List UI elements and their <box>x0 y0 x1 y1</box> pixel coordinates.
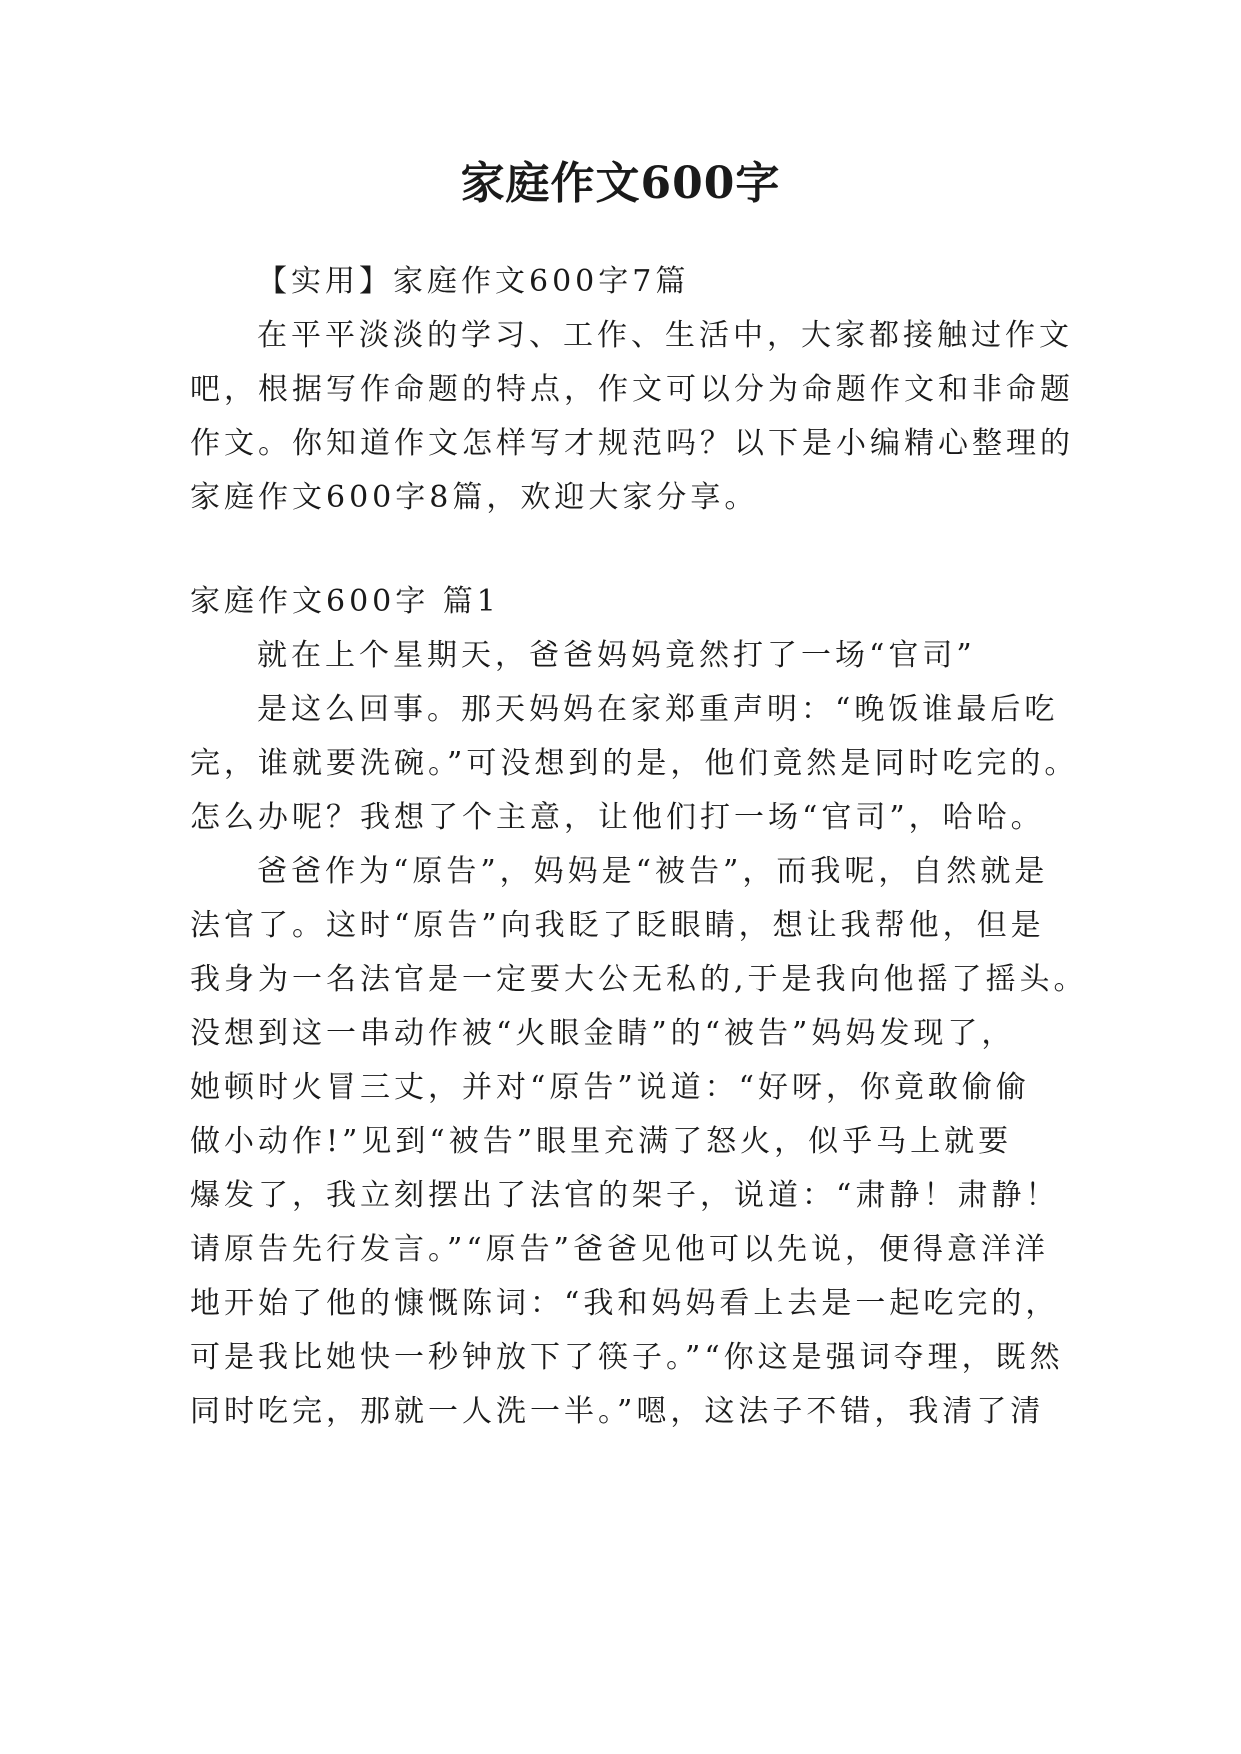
paragraph-line: 爸爸作为“原告”，妈妈是“被告”，而我呢，自然就是 <box>257 854 1049 889</box>
intro-line: 吧，根据写作命题的特点，作文可以分为命题作文和非命题 <box>190 372 1074 407</box>
intro-line: 家庭作文600字8篇，欢迎大家分享。 <box>190 480 759 515</box>
paragraph-line: 地开始了他的慷慨陈词：“我和妈妈看上去是一起吃完的， <box>190 1286 1060 1321</box>
intro-subtitle: 【实用】家庭作文600字7篇 <box>257 264 690 299</box>
document-title: 家庭作文600字 <box>460 158 781 209</box>
paragraph-line: 就在上个星期天，爸爸妈妈竟然打了一场“官司” <box>257 638 976 673</box>
paragraph-line: 法官了。这时“原告”向我眨了眨眼睛，想让我帮他，但是 <box>190 908 1045 943</box>
intro-line: 在平平淡淡的学习、工作、生活中，大家都接触过作文 <box>257 318 1073 353</box>
intro-line: 作文。你知道作文怎样写才规范吗？以下是小编精心整理的 <box>190 426 1074 461</box>
paragraph-line: 完，谁就要洗碗。”可没想到的是，他们竟然是同时吃完的。 <box>190 746 1079 781</box>
paragraph-line: 她顿时火冒三丈，并对“原告”说道：“好呀，你竟敢偷偷 <box>190 1070 1031 1105</box>
paragraph-line: 可是我比她快一秒钟放下了筷子。”“你这是强词夺理，既然 <box>190 1340 1064 1375</box>
paragraph-line: 请原告先行发言。”“原告”爸爸见他可以先说，便得意洋洋 <box>190 1232 1050 1267</box>
paragraph-line: 没想到这一串动作被“火眼金睛”的“被告”妈妈发现了， <box>190 1016 1016 1051</box>
paragraph-line: 是这么回事。那天妈妈在家郑重声明：“晚饭谁最后吃 <box>257 692 1059 727</box>
paragraph-line: 爆发了，我立刻摆出了法官的架子，说道：“肃静！肃静！ <box>190 1178 1060 1213</box>
paragraph-line: 我身为一名法官是一定要大公无私的,于是我向他摇了摇头。 <box>190 962 1088 997</box>
paragraph-line: 同时吃完，那就一人洗一半。”嗯，这法子不错，我清了清 <box>190 1394 1045 1429</box>
paragraph-line: 怎么办呢？我想了个主意，让他们打一场“官司”，哈哈。 <box>190 800 1045 835</box>
paragraph-line: 做小动作!”见到“被告”眼里充满了怒火，似乎马上就要 <box>190 1124 1013 1159</box>
section-heading: 家庭作文600字 篇1 <box>190 584 500 619</box>
